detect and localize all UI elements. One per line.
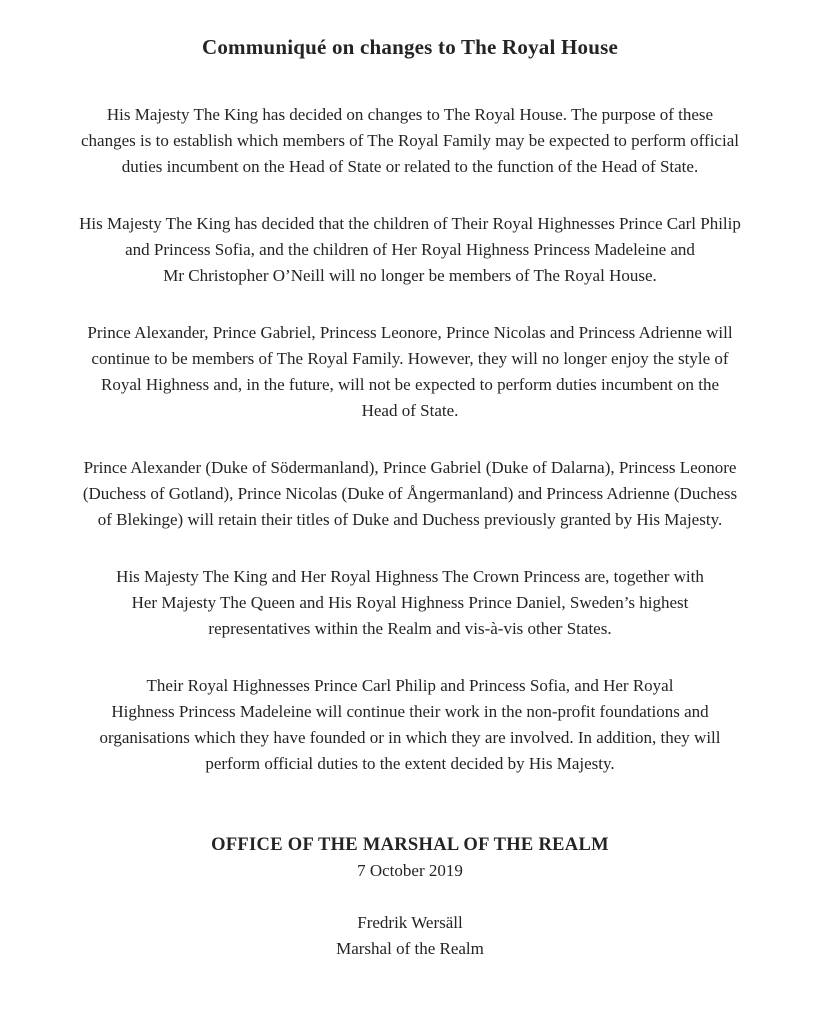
paragraph xyxy=(18,564,802,642)
paragraph-line: representatives within the Realm and vis-à-vis other States. xyxy=(208,619,612,638)
document-footer xyxy=(18,832,802,962)
paragraph xyxy=(18,211,802,289)
paragraph-line: His Majesty The King and Her Royal Highness The Crown Princess are, together with xyxy=(116,567,704,586)
paragraph-line: continue to be members of The Royal Family. However, they will no longer enjoy the style of xyxy=(91,349,729,368)
paragraph xyxy=(18,673,802,777)
paragraph-line: duties incumbent on the Head of State or related to the function of the Head of State. xyxy=(121,157,699,176)
document-title: Communiqué on changes to The Royal House xyxy=(201,35,618,59)
paragraph-line: perform official duties to the extent decided by His Majesty. xyxy=(205,754,615,773)
paragraph-line: Prince Alexander (Duke of Södermanland), Prince Gabriel (Duke of Dalarna), Princess Leonore xyxy=(83,458,737,477)
paragraph-line: His Majesty The King has decided that the children of Their Royal Highnesses Prince Carl Philip xyxy=(79,214,741,233)
paragraph-line: Prince Alexander, Prince Gabriel, Princess Leonore, Prince Nicolas and Princess Adrienne will xyxy=(87,323,733,342)
paragraph-line: Their Royal Highnesses Prince Carl Philip and Princess Sofia, and Her Royal xyxy=(146,676,674,695)
paragraph-line: Royal Highness and, in the future, will not be expected to perform duties incumbent on the xyxy=(101,375,719,394)
paragraph-line: Mr Christopher O’Neill will no longer be members of The Royal House. xyxy=(163,266,657,285)
paragraph-line: changes is to establish which members of The Royal Family may be expected to perform official xyxy=(81,131,739,150)
signatory-name: Fredrik Wersäll xyxy=(357,913,463,932)
paragraph xyxy=(18,102,802,180)
paragraph xyxy=(18,320,802,424)
paragraph-line: (Duchess of Gotland), Prince Nicolas (Duke of Ångermanland) and Princess Adrienne (Duchess xyxy=(82,484,738,503)
office-name: OFFICE OF THE MARSHAL OF THE REALM xyxy=(211,835,609,855)
paragraph-line: His Majesty The King has decided on changes to The Royal House. The purpose of these xyxy=(106,105,714,124)
paragraph-line: Highness Princess Madeleine will continue their work in the non-profit foundations and xyxy=(111,702,709,721)
paragraph-line: and Princess Sofia, and the children of Her Royal Highness Princess Madeleine and xyxy=(125,240,695,259)
paragraph-line: Her Majesty The Queen and His Royal Highness Prince Daniel, Sweden’s highest xyxy=(131,593,689,612)
paragraph-line: organisations which they have founded or in which they are involved. In addition, they will xyxy=(99,728,721,747)
document-date: 7 October 2019 xyxy=(357,861,463,880)
paragraph-line: of Blekinge) will retain their titles of Duke and Duchess previously granted by His Majesty. xyxy=(97,510,723,529)
signatory-title: Marshal of the Realm xyxy=(336,939,484,958)
paragraph-line: Head of State. xyxy=(361,401,459,420)
paragraph xyxy=(18,455,802,533)
document-body xyxy=(18,102,802,777)
